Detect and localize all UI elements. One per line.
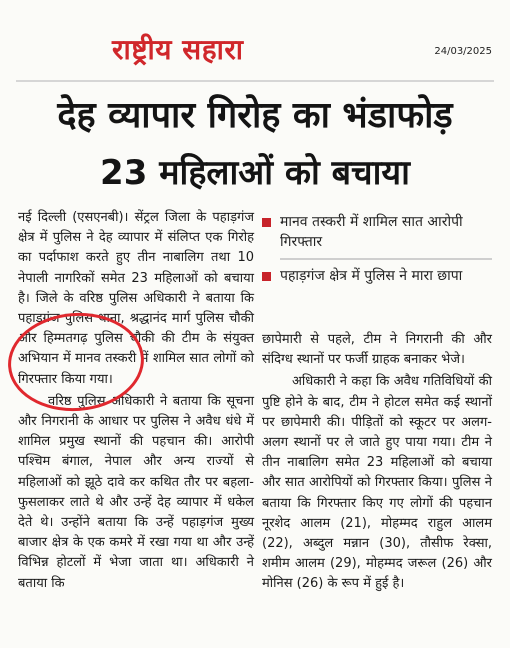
highlight-text: पहाड़गंज क्षेत्र में पुलिस ने मारा छापा <box>280 267 463 284</box>
highlight-divider <box>280 258 492 260</box>
square-bullet-icon <box>262 272 271 281</box>
article-paragraph-2: वरिष्ठ पुलिस अधिकारी ने बताया कि सूचना और निगरानी के आधार पर पुलिस ने अवैध धंधे में शामिल प्रमुख स्थानों की पहचान की। आरोपी पश्चिम बंगाल, नेपाल और अन्य राज्यों से महिलाओं को झूठे दावे कर कथित तौर पर बहला-फुसलाकर लाते थे और उन्हें देह व्यापार में धकेल देते थे। उन्होंने बताया कि उन्हें पहाड़गंज मुख्य बाजार क्षेत्र के एक कमरे में रखा गया था और उन्हें विभिन्न होटलों में भेजा जाता था। अधिकारी ने बताया कि <box>18 393 254 591</box>
masthead <box>0 0 510 78</box>
headline-line-2: 23 महिलाओं को बचाया <box>100 153 410 193</box>
newspaper-brand: राष्ट्रीय सहारा <box>112 33 244 66</box>
article-column-right <box>262 330 492 597</box>
headline-line-1: देह व्यापार गिरोह का भंडाफोड़ <box>57 95 453 136</box>
highlight-item <box>262 212 492 252</box>
publication-date: 24/03/2025 <box>434 46 492 57</box>
article-column-left <box>18 208 254 596</box>
square-bullet-icon <box>262 218 271 227</box>
article-paragraph-4: अधिकारी ने कहा कि अवैध गतिविधियों की पुष्टि होने के बाद, टीम ने होटल समेत कई स्थानों पर छापेमारी की। पीड़ितों को स्कूटर पर अलग-अलग स्थानों पर ले जाते हुए पाया गया। टीम ने तीन नाबालिग समेत 23 महिलाओं को बचाया और सात आरोपियों को गिरफ्तार किया। पुलिस ने बताया कि गिरफ्तार किए गए लोगों की पहचान नूरशेद आलम (21), मोहम्मद राहुल आलम (22), अब्दुल मन्नान (30), तौसीफ रेक्सा, शमीम आलम (29), मोहम्मद जरूल (26) और मोनिस (26) के रूप में हुई है। <box>262 374 492 592</box>
highlight-item <box>262 266 492 286</box>
article-paragraph-1: नई दिल्ली (एसएनबी)। सेंट्रल जिला के पहाड़गंज क्षेत्र में पुलिस ने देह व्यापार में संलिप्त एक गिरोह का पर्दाफाश करते हुए तीन नाबालिग तथा 10 नेपाली नागरिकों समेत 23 महिलाओं को बचाया है। जिले के वरिष्ठ पुलिस अधिकारी ने बताया कि पहाड़गंज पुलिस थाना, श्रद्धानंद मार्ग पुलिस चौकी और हिम्मतगढ़ पुलिस चौकी की टीम के संयुक्त अभियान में मानव तस्करी में शामिल सात लोगों को गिरफ्तार किया गया। <box>18 210 254 387</box>
masthead-divider <box>16 80 494 82</box>
highlights-box <box>262 210 492 322</box>
article-paragraph-3: छापेमारी से पहले, टीम ने निगरानी की और संदिग्ध स्थानों पर फर्जी ग्राहक बनाकर भेजे। <box>262 332 492 368</box>
highlight-text: मानव तस्करी में शामिल सात आरोपी गिरफ्तार <box>280 214 463 250</box>
